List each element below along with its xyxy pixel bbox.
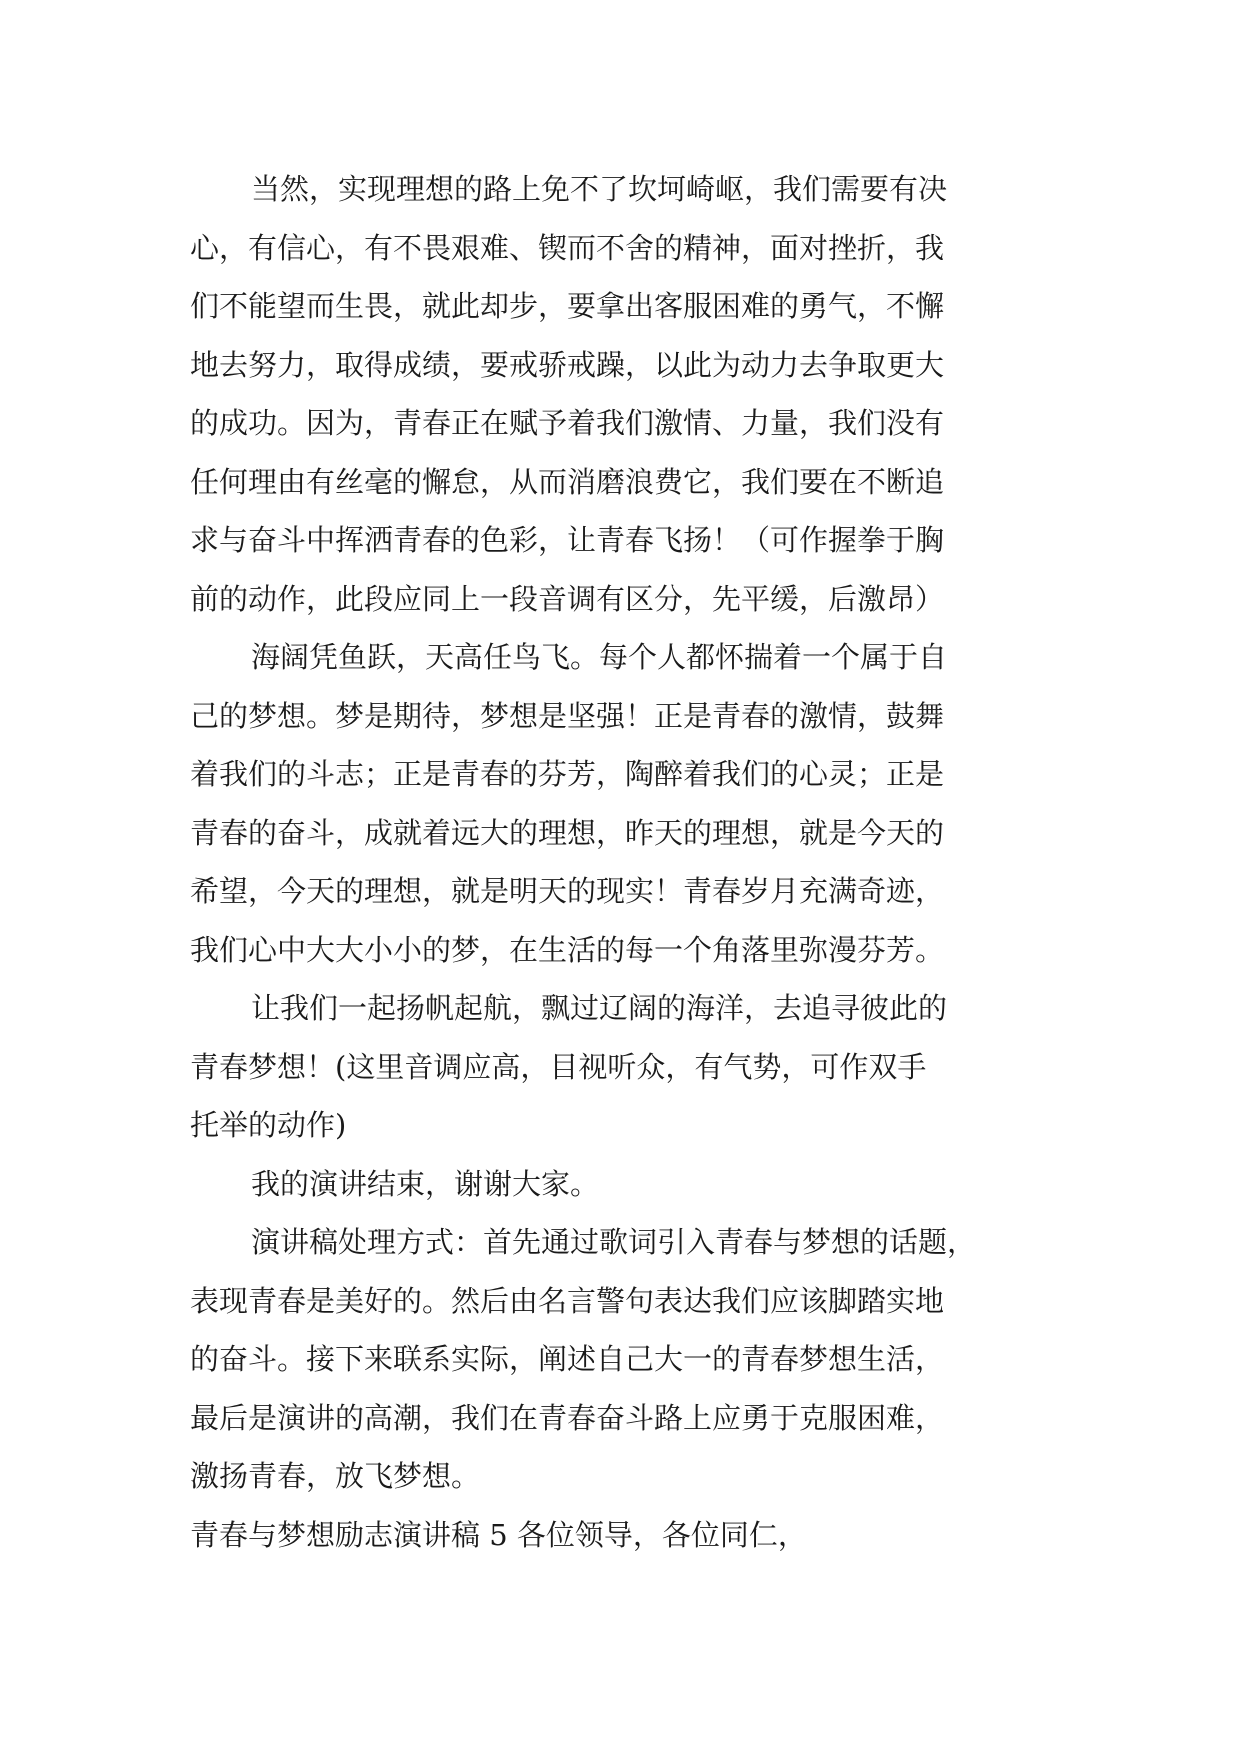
text-line: 的奋斗。接下来联系实际，阐述自己大一的青春梦想生活， — [190, 1342, 945, 1376]
text-line: 任何理由有丝毫的懈怠，从而消磨浪费它，我们要在不断追 — [190, 464, 945, 499]
text-line: 求与奋斗中挥洒青春的色彩，让青春飞扬！（可作握拳于胸 — [190, 523, 945, 557]
text-line: 前的动作，此段应同上一段音调有区分，先平缓，后激昂） — [190, 581, 945, 616]
text-line: 着我们的斗志；正是青春的芬芳，陶醉着我们的心灵；正是 — [190, 757, 945, 791]
text-line: 心，有信心，有不畏艰难、锲而不舍的精神，面对挫折，我 — [190, 230, 945, 265]
text-line: 当然，实现理想的路上免不了坎坷崎岖，我们需要有决 — [251, 172, 948, 206]
text-line: 的成功。因为，青春正在赋予着我们激情、力量，我们没有 — [190, 406, 945, 440]
text-line: 表现青春是美好的。然后由名言警句表达我们应该脚踏实地 — [190, 1283, 945, 1318]
document-body — [190, 160, 1050, 1564]
text-line: 我的演讲结束，谢谢大家。 — [251, 1166, 600, 1201]
text-line: 激扬青春，放飞梦想。 — [190, 1459, 481, 1493]
text-line: 最后是演讲的高潮，我们在青春奋斗路上应勇于克服困难， — [190, 1400, 945, 1435]
text-line: 海阔凭鱼跃，天高任鸟飞。每个人都怀揣着一个属于自 — [251, 640, 948, 674]
text-line: 地去努力，取得成绩，要戒骄戒躁，以此为动力去争取更大 — [190, 347, 945, 382]
text-line: 让我们一起扬帆起航，飘过辽阔的海洋，去追寻彼此的 — [251, 991, 948, 1025]
text-line: 青春与梦想励志演讲稿 5 各位领导，各位同仁， — [190, 1517, 807, 1552]
text-line: 青春的奋斗，成就着远大的理想，昨天的理想，就是今天的 — [190, 815, 945, 850]
text-line: 演讲稿处理方式：首先通过歌词引入青春与梦想的话题， — [251, 1225, 977, 1259]
text-line: 希望，今天的理想，就是明天的现实！青春岁月充满奇迹， — [190, 874, 945, 908]
text-line: 托举的动作) — [190, 1108, 347, 1142]
text-line: 己的梦想。梦是期待，梦想是坚强！正是青春的激情，鼓舞 — [190, 698, 945, 733]
text-line: 青春梦想！(这里音调应高，目视听众，有气势，可作双手 — [190, 1049, 927, 1084]
text-line: 们不能望而生畏，就此却步，要拿出客服困难的勇气，不懈 — [190, 289, 945, 323]
text-line: 我们心中大大小小的梦，在生活的每一个角落里弥漫芬芳。 — [190, 932, 945, 967]
